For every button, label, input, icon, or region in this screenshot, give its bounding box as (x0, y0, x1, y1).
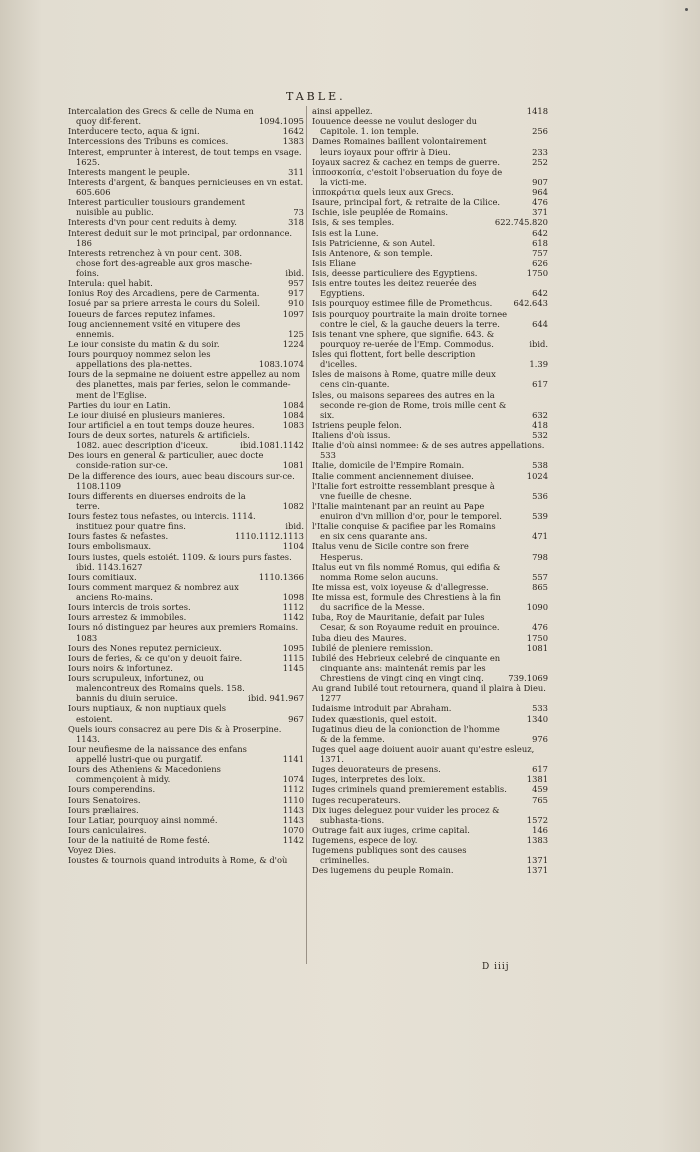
index-entry (68, 319, 304, 339)
entry-text: Interducere tecto, aqua & igni. (68, 126, 200, 137)
right-column (312, 106, 548, 876)
page-reference: 418 (532, 419, 548, 430)
index-entry (68, 177, 304, 197)
index-entry (68, 582, 304, 602)
entry-text: Italie, domicile de l'Empire Romain. (312, 460, 465, 471)
page-reference: 1081 (526, 642, 548, 653)
index-entry (68, 410, 304, 420)
page-reference: 1112 (282, 784, 304, 795)
index-entry (68, 126, 304, 136)
index-entry (312, 430, 548, 440)
index-entry (312, 116, 548, 136)
entry-text: l'Italie fort estroitte ressemblant presque à vne fueille de chesne. (312, 480, 495, 501)
page-reference: 538 (532, 460, 548, 471)
entry-text: Iosué par sa priere arresta le cours du Soleil. (68, 298, 261, 309)
entry-text: Iuges, interpretes des loix. (312, 774, 426, 785)
index-entry (312, 835, 548, 845)
index-entry (312, 460, 548, 470)
index-entry (312, 653, 548, 683)
page-reference: 910 (288, 298, 304, 309)
index-entry (312, 349, 548, 369)
entry-text: Ioug anciennement vsité en vitupere des ennemis. (68, 318, 241, 339)
index-entry (312, 764, 548, 774)
entry-text: Iubilé des Hebrieux celebré de cinquante en cinquante ans: maintenát remis par les Chrestiens de vingt cinq en vingt cinq. (312, 652, 501, 683)
entry-text: Iudaisme introduit par Abraham. (312, 703, 452, 714)
entry-text: Iours de feries, & ce qu'on y deuoit faire. (68, 652, 243, 663)
index-entry (312, 714, 548, 724)
index-entry (68, 531, 304, 541)
index-entry (68, 653, 304, 663)
entry-text: Ite missa est, formule des Chrestiens à la fin du sacrifice de la Messe. (312, 592, 501, 613)
index-entry (312, 248, 548, 258)
entry-text: Italus venu de Sicile contre son frere Hesperus. (312, 541, 469, 562)
entry-text: Iuba dieu des Maures. (312, 632, 407, 643)
entry-text: Iours comitiaux. (68, 571, 137, 582)
index-entry (68, 572, 304, 582)
entry-text: Voyez Dies. (68, 845, 117, 856)
index-entry (312, 106, 548, 116)
index-entry (68, 228, 304, 248)
entry-text: Interest deduit sur le mot principal, par ordonnance. 186 (68, 227, 293, 248)
page-reference: 642.643 (513, 298, 548, 309)
entry-text: Iours pourquoy nommez selon les appellations des pla-nettes. (68, 349, 211, 370)
index-entry (312, 329, 548, 349)
page-reference: ibid.1081.1142 (240, 440, 304, 451)
index-entry (68, 784, 304, 794)
page-reference: 626 (532, 257, 548, 268)
index-entry (68, 197, 304, 217)
entry-text: Iours arrestez & immobiles. (68, 612, 187, 623)
page-reference: 739.1069 (508, 673, 548, 683)
page-reference: 1094.1095 (258, 116, 304, 127)
entry-text: Iours noirs & infortunez. (68, 662, 173, 673)
page-reference: 318 (288, 217, 304, 228)
entry-text: Iuges recuperateurs. (312, 794, 401, 805)
index-entry (312, 187, 548, 197)
index-entry (68, 855, 304, 865)
page-reference: 1145 (282, 662, 304, 673)
page-reference: 1083.1074 (258, 359, 304, 370)
entry-text: Iours differents en diuerses endroits de la terre. (68, 490, 246, 511)
page-reference: 757 (532, 247, 548, 258)
index-entry (68, 217, 304, 227)
index-entry (68, 147, 304, 167)
entry-text: Iudex quæstionis, quel estoit. (312, 713, 438, 724)
index-entry (312, 157, 548, 167)
index-entry (68, 450, 304, 470)
page-reference: 1141 (282, 754, 304, 764)
page-reference: 1083 (282, 419, 304, 430)
page-header: TABLE. (286, 90, 346, 103)
page-reference: 1418 (526, 106, 548, 116)
page-reference: 539 (532, 511, 548, 521)
page-reference: 1142 (282, 612, 304, 623)
page-reference: 532 (532, 430, 548, 440)
page-reference: 1074 (282, 774, 304, 785)
page-reference: 1104 (282, 541, 304, 552)
page-reference: 1750 (526, 632, 548, 643)
index-entry (68, 349, 304, 369)
entry-text: Italie comment anciennement diuisee. (312, 470, 474, 481)
entry-text: Iours de deux sortes, naturels & artificiels. 1082. auec description d'iceux. (68, 430, 250, 451)
entry-text: Isis Patricienne, & son Autel. (312, 237, 436, 248)
entry-text: Iours iustes, quels estoiét. 1109. & iours purs fastes. ibid. 1143.1627 (68, 551, 292, 572)
index-entry (68, 278, 304, 288)
entry-text: Au grand Iubilé tout retournera, quand il plaira à Dieu. 1277 (312, 683, 546, 704)
entry-text: Iours intercis de trois sortes. (68, 602, 191, 613)
index-entry (68, 309, 304, 319)
page-reference: 1383 (526, 835, 548, 845)
index-entry (312, 471, 548, 481)
index-entry (68, 248, 304, 278)
index-entry (312, 369, 548, 389)
page-reference: ibid. (285, 521, 304, 532)
left-column (68, 106, 304, 865)
entry-text: Interula: quel habit. (68, 278, 153, 289)
entry-text: Outrage fait aux iuges, crime capital. (312, 824, 470, 835)
page-reference: 632 (532, 409, 548, 420)
page-reference: ibid. (529, 338, 548, 349)
index-entry (312, 207, 548, 217)
index-entry (312, 774, 548, 784)
index-entry (312, 167, 548, 187)
index-entry (312, 541, 548, 561)
index-entry (312, 197, 548, 207)
entry-text: Iours comment marquez & nombrez aux anciens Ro-mains. (68, 581, 239, 602)
page-reference: 1371 (526, 855, 548, 866)
entry-text: ἱπποκράτια quels ieux aux Grecs. (312, 187, 454, 197)
index-entry (312, 805, 548, 825)
column-divider (306, 106, 307, 964)
index-entry (68, 673, 304, 703)
page-reference: 1082 (282, 500, 304, 511)
index-entry (68, 541, 304, 551)
page-reference: 1097 (282, 308, 304, 319)
entry-text: Iour neufiesme de la naissance des enfans appellé lustri-que ou purgatif. (68, 743, 247, 764)
entry-text: Iours de la sepmaine ne doiuent estre appellez au nom des planettes, mais par feries, selon le commande-ment de l'Eglise. (68, 369, 300, 400)
page-reference: 1750 (526, 268, 548, 278)
entry-text: Italiens d'où issus. (312, 430, 391, 440)
page-reference: 1084 (282, 409, 304, 420)
page-reference: 256 (532, 126, 548, 137)
index-entry (68, 643, 304, 653)
index-entry (312, 136, 548, 156)
index-entry (68, 825, 304, 835)
index-entry (68, 511, 304, 531)
index-entry (68, 491, 304, 511)
index-entry (312, 643, 548, 653)
page-reference: 642 (532, 227, 548, 238)
entry-text: l'Italie conquise & pacifiee par les Romains en six cens quarante ans. (312, 521, 496, 542)
entry-text: Isis tenant vne sphere, que signifie. 643. & pourquoy re-uerée de l'Emp. Commodus. (312, 328, 495, 349)
entry-text: Iours des Atheniens & Macedoniens commençoient à midy. (68, 764, 221, 785)
index-entry (68, 764, 304, 784)
entry-text: Dames Romaines baillent volontairement leurs ioyaux pour offrir à Dieu. (312, 136, 487, 157)
index-entry (312, 825, 548, 835)
entry-text: ainsi appellez. (312, 106, 373, 116)
index-entry (68, 430, 304, 450)
entry-text: Ite missa est, voix ioyeuse & d'allegresse. (312, 581, 489, 592)
page-reference: 1110 (282, 794, 304, 805)
page-reference: 798 (532, 551, 548, 562)
index-entry (312, 309, 548, 329)
index-entry (312, 481, 548, 501)
page-reference: 146 (532, 824, 548, 835)
entry-text: Iour artificiel a en tout temps douze heures. (68, 419, 255, 430)
entry-text: Iours comperendins. (68, 784, 156, 795)
entry-text: Dix iuges deleguez pour vuider les procez & subhasta-tions. (312, 804, 500, 825)
page-reference: 622.745.820 (494, 217, 548, 228)
entry-text: Iuges criminels quand premierement establis. (312, 784, 507, 795)
entry-text: Iugatinus dieu de la conionction de l'homme & de la femme. (312, 723, 500, 744)
entry-text: Iours nuptiaux, & non nuptiaux quels estoient. (68, 703, 227, 724)
index-entry (68, 288, 304, 298)
signature-mark: D iiij (482, 962, 510, 972)
page-reference: ibid. (285, 268, 304, 278)
page-reference: 964 (532, 187, 548, 197)
index-entry (312, 784, 548, 794)
entry-text: Interests d'vn pour cent reduits à demy. (68, 217, 237, 228)
entry-text: Isis entre toutes les deitez reuerée des Egyptiens. (312, 278, 477, 299)
index-entry (68, 298, 304, 308)
index-entry (312, 228, 548, 238)
entry-text: l'Italie maintenant par an reuint au Pape enuiron d'vn million d'or, pour le temporel. (312, 500, 502, 521)
index-entry (312, 612, 548, 632)
index-entry (312, 795, 548, 805)
index-entry (312, 238, 548, 248)
index-entry (68, 136, 304, 146)
entry-text: Iour Latiar, pourquoy ainsi nommé. (68, 814, 218, 825)
page-reference: 311 (288, 166, 304, 177)
entry-text: Isis Antenore, & son temple. (312, 247, 433, 258)
index-entry (312, 703, 548, 713)
page-reference: 1081 (282, 460, 304, 471)
entry-text: Iubilé de pleniere remission. (312, 642, 434, 653)
entry-text: Le iour consiste du matin & du soir. (68, 338, 220, 349)
entry-text: Isis, & ses temples. (312, 217, 395, 228)
page-reference: 642 (532, 288, 548, 299)
entry-text: Interests retrenchez à vn pour cent. 308. chose fort des-agreable aux gros masche-foins. (68, 247, 253, 278)
page-reference: 1340 (526, 713, 548, 724)
index-entry (312, 440, 548, 460)
index-entry (312, 683, 548, 703)
index-entry (68, 622, 304, 642)
index-entry (68, 805, 304, 815)
index-entry (312, 278, 548, 298)
index-entry (312, 501, 548, 521)
page-reference: 252 (532, 156, 548, 167)
entry-text: Intercessions des Tribuns es comices. (68, 136, 229, 147)
page-reference: ibid. 941.967 (248, 693, 304, 704)
page-reference: 957 (288, 278, 304, 289)
page-reference: 617 (532, 379, 548, 390)
entry-text: Italus eut vn fils nommé Romus, qui edifia & nomma Rome selon aucuns. (312, 561, 501, 582)
entry-text: Ionius Roy des Arcadiens, pere de Carmenta. (68, 288, 260, 299)
entry-text: Iugemens, espece de loy. (312, 835, 418, 845)
entry-text: Iours scrupuleux, infortunez, ou malencontreux des Romains quels. 158. bannis du diuin seruice. (68, 673, 245, 704)
index-entry (68, 471, 304, 491)
page-reference: 1084 (282, 399, 304, 410)
page-reference: 1371 (526, 865, 548, 876)
page-reference: 1.39 (529, 359, 548, 370)
page-reference: 765 (532, 794, 548, 805)
entry-text: Iours festez tous nefastes, ou intercis. 1114. instituez pour quatre fins. (68, 511, 256, 532)
index-entry (312, 592, 548, 612)
entry-text: Ischie, isle peuplée de Romains. (312, 207, 449, 218)
index-entry (68, 835, 304, 845)
index-entry (312, 724, 548, 744)
page-reference: 1381 (526, 774, 548, 785)
entry-text: Iuges quel aage doiuent auoir auant qu'estre esleuz, 1371. (312, 743, 535, 764)
page-reference: 967 (288, 713, 304, 724)
index-entry (312, 845, 548, 865)
entry-text: Isles de maisons à Rome, quatre mille deux cens cin-quante. (312, 369, 496, 390)
index-entry (68, 400, 304, 410)
index-entry (68, 420, 304, 430)
page-reference: 1383 (282, 136, 304, 147)
entry-text: Iours des Nones reputez pernicieux. (68, 642, 222, 653)
entry-text: Iours embolismaux. (68, 541, 152, 552)
entry-text: Quels iours consacrez au pere Dis & à Proserpine. 1143. (68, 723, 282, 744)
index-entry (68, 552, 304, 572)
index-entry (68, 845, 304, 855)
page-reference: 976 (532, 733, 548, 744)
index-entry (68, 167, 304, 177)
entry-text: Isis, deesse particuliere des Egyptiens. (312, 268, 478, 278)
entry-text: Italie d'où ainsi nommee: & de ses autres appellations. 533 (312, 440, 545, 461)
index-entry (312, 420, 548, 430)
entry-text: Parties du iour en Latin. (68, 399, 171, 410)
page-reference: 125 (288, 328, 304, 339)
index-entry (312, 298, 548, 308)
entry-text: Isaure, principal fort, & retraite de la Cilice. (312, 197, 501, 208)
page-reference: 233 (532, 146, 548, 157)
entry-text: Iours nó distinguez par heures aux premiers Romains. 1083 (68, 622, 299, 643)
entry-text: Iuges deuorateurs de presens. (312, 764, 441, 775)
entry-text: Interests d'argent, & banques pernicieuses en vn estat. 605.606 (68, 176, 304, 197)
entry-text: Iours præliaires. (68, 804, 139, 815)
entry-text: Iuba, Roy de Mauritanie, defait par Iules Cesar, & son Royaume reduit en prouince. (312, 612, 500, 633)
page-reference: 536 (532, 490, 548, 501)
page-reference: 865 (532, 581, 548, 592)
page-reference: 371 (532, 207, 548, 218)
index-entry (68, 339, 304, 349)
index-entry (68, 724, 304, 744)
page-reference: 1572 (526, 814, 548, 825)
index-entry (312, 744, 548, 764)
entry-text: Ioyaux sacrez & cachez en temps de guerre. (312, 156, 500, 167)
entry-text: Isles, ou maisons separees des autres en la seconde re-gion de Rome, trois mille cent & six. (312, 389, 507, 420)
page-reference: 917 (288, 288, 304, 299)
entry-text: Interests mangent le peuple. (68, 166, 190, 177)
entry-text: Iours fastes & nefastes. (68, 531, 169, 542)
page-reference: 617 (532, 764, 548, 775)
index-entry (68, 106, 304, 126)
entry-text: Ioustes & tournois quand introduits à Rome, & d'où (68, 855, 288, 866)
page-reference: 73 (293, 207, 304, 218)
entry-text: ἱπποσκοπία, c'estoit l'obseruation du foye de la victi-me. (312, 166, 503, 187)
index-entry (312, 562, 548, 582)
page-reference: 1098 (282, 592, 304, 602)
entry-text: Iouuence deesse ne voulut desloger du Capitole. 1. ion temple. (312, 116, 478, 137)
page-reference: 1115 (282, 652, 304, 663)
index-entry (312, 217, 548, 227)
page-reference: 1110.1112.1113 (234, 531, 304, 542)
page-reference: 1642 (282, 126, 304, 137)
index-entry (68, 663, 304, 673)
page-reference: 476 (532, 622, 548, 633)
entry-text: Istriens peuple felon. (312, 419, 402, 430)
entry-text: De la difference des iours, auec beau discours sur-ce. 1108.1109 (68, 470, 295, 491)
page-reference: 618 (532, 237, 548, 248)
entry-text: Des iours en general & particulier, auec docte conside-ration sur-ce. (68, 450, 264, 471)
entry-text: Des iugemens du peuple Romain. (312, 865, 454, 876)
page-reference: 1024 (526, 470, 548, 481)
page-reference: 1143 (282, 804, 304, 815)
index-entry (312, 633, 548, 643)
entry-text: Iours Senatoires. (68, 794, 141, 805)
index-entry (312, 865, 548, 875)
index-entry (312, 390, 548, 420)
page-reference: 907 (532, 176, 548, 187)
entry-text: Intercalation des Grecs & celle de Numa en quoy dif-ferent. (68, 106, 254, 127)
index-entry (68, 815, 304, 825)
entry-text: Isis est la Lune. (312, 227, 379, 238)
ink-speck (685, 8, 688, 11)
index-entry (68, 612, 304, 622)
page-reference: 644 (532, 318, 548, 329)
page-reference: 557 (532, 571, 548, 582)
entry-text: Isles qui flottent, fort belle description d'icelles. (312, 349, 476, 370)
entry-text: Iour de la natiuité de Rome festé. (68, 835, 210, 845)
index-entry (68, 744, 304, 764)
index-entry (68, 602, 304, 612)
page-reference: 1095 (282, 642, 304, 653)
entry-text: Le iour diuisé en plusieurs manieres. (68, 409, 226, 420)
index-entry (68, 795, 304, 805)
page-reference: 1143 (282, 814, 304, 825)
index-entry (312, 582, 548, 592)
entry-text: Isis pourquoy estimee fille de Promethcus. (312, 298, 493, 309)
index-entry (312, 521, 548, 541)
page-reference: 1070 (282, 824, 304, 835)
page-reference: 476 (532, 197, 548, 208)
entry-text: Interest particulier tousiours grandement nuisible au public. (68, 197, 246, 218)
page-reference: 1110.1366 (258, 571, 304, 582)
entry-text: Iours caniculaires. (68, 824, 147, 835)
entry-text: Interest, emprunter à interest, de tout temps en vsage. 1625. (68, 146, 302, 167)
index-entry (312, 258, 548, 268)
page-reference: 1090 (526, 602, 548, 613)
entry-text: Ioueurs de farces reputez infames. (68, 308, 216, 319)
page-reference: 459 (532, 784, 548, 795)
page-reference: 1112 (282, 602, 304, 613)
index-entry (68, 703, 304, 723)
entry-text: Isis Eliane (312, 257, 356, 268)
entry-text: Isis pourquoy pourtraite la main droite tornee contre le ciel, & la gauche deuers la terre. (312, 308, 508, 329)
page-reference: 471 (532, 531, 548, 542)
page-reference: 1142 (282, 835, 304, 845)
index-entry (68, 369, 304, 399)
entry-text: Iugemens publiques sont des causes criminelles. (312, 845, 467, 866)
index-entry (312, 268, 548, 278)
page-reference: 1224 (282, 338, 304, 349)
page-reference: 533 (532, 703, 548, 714)
